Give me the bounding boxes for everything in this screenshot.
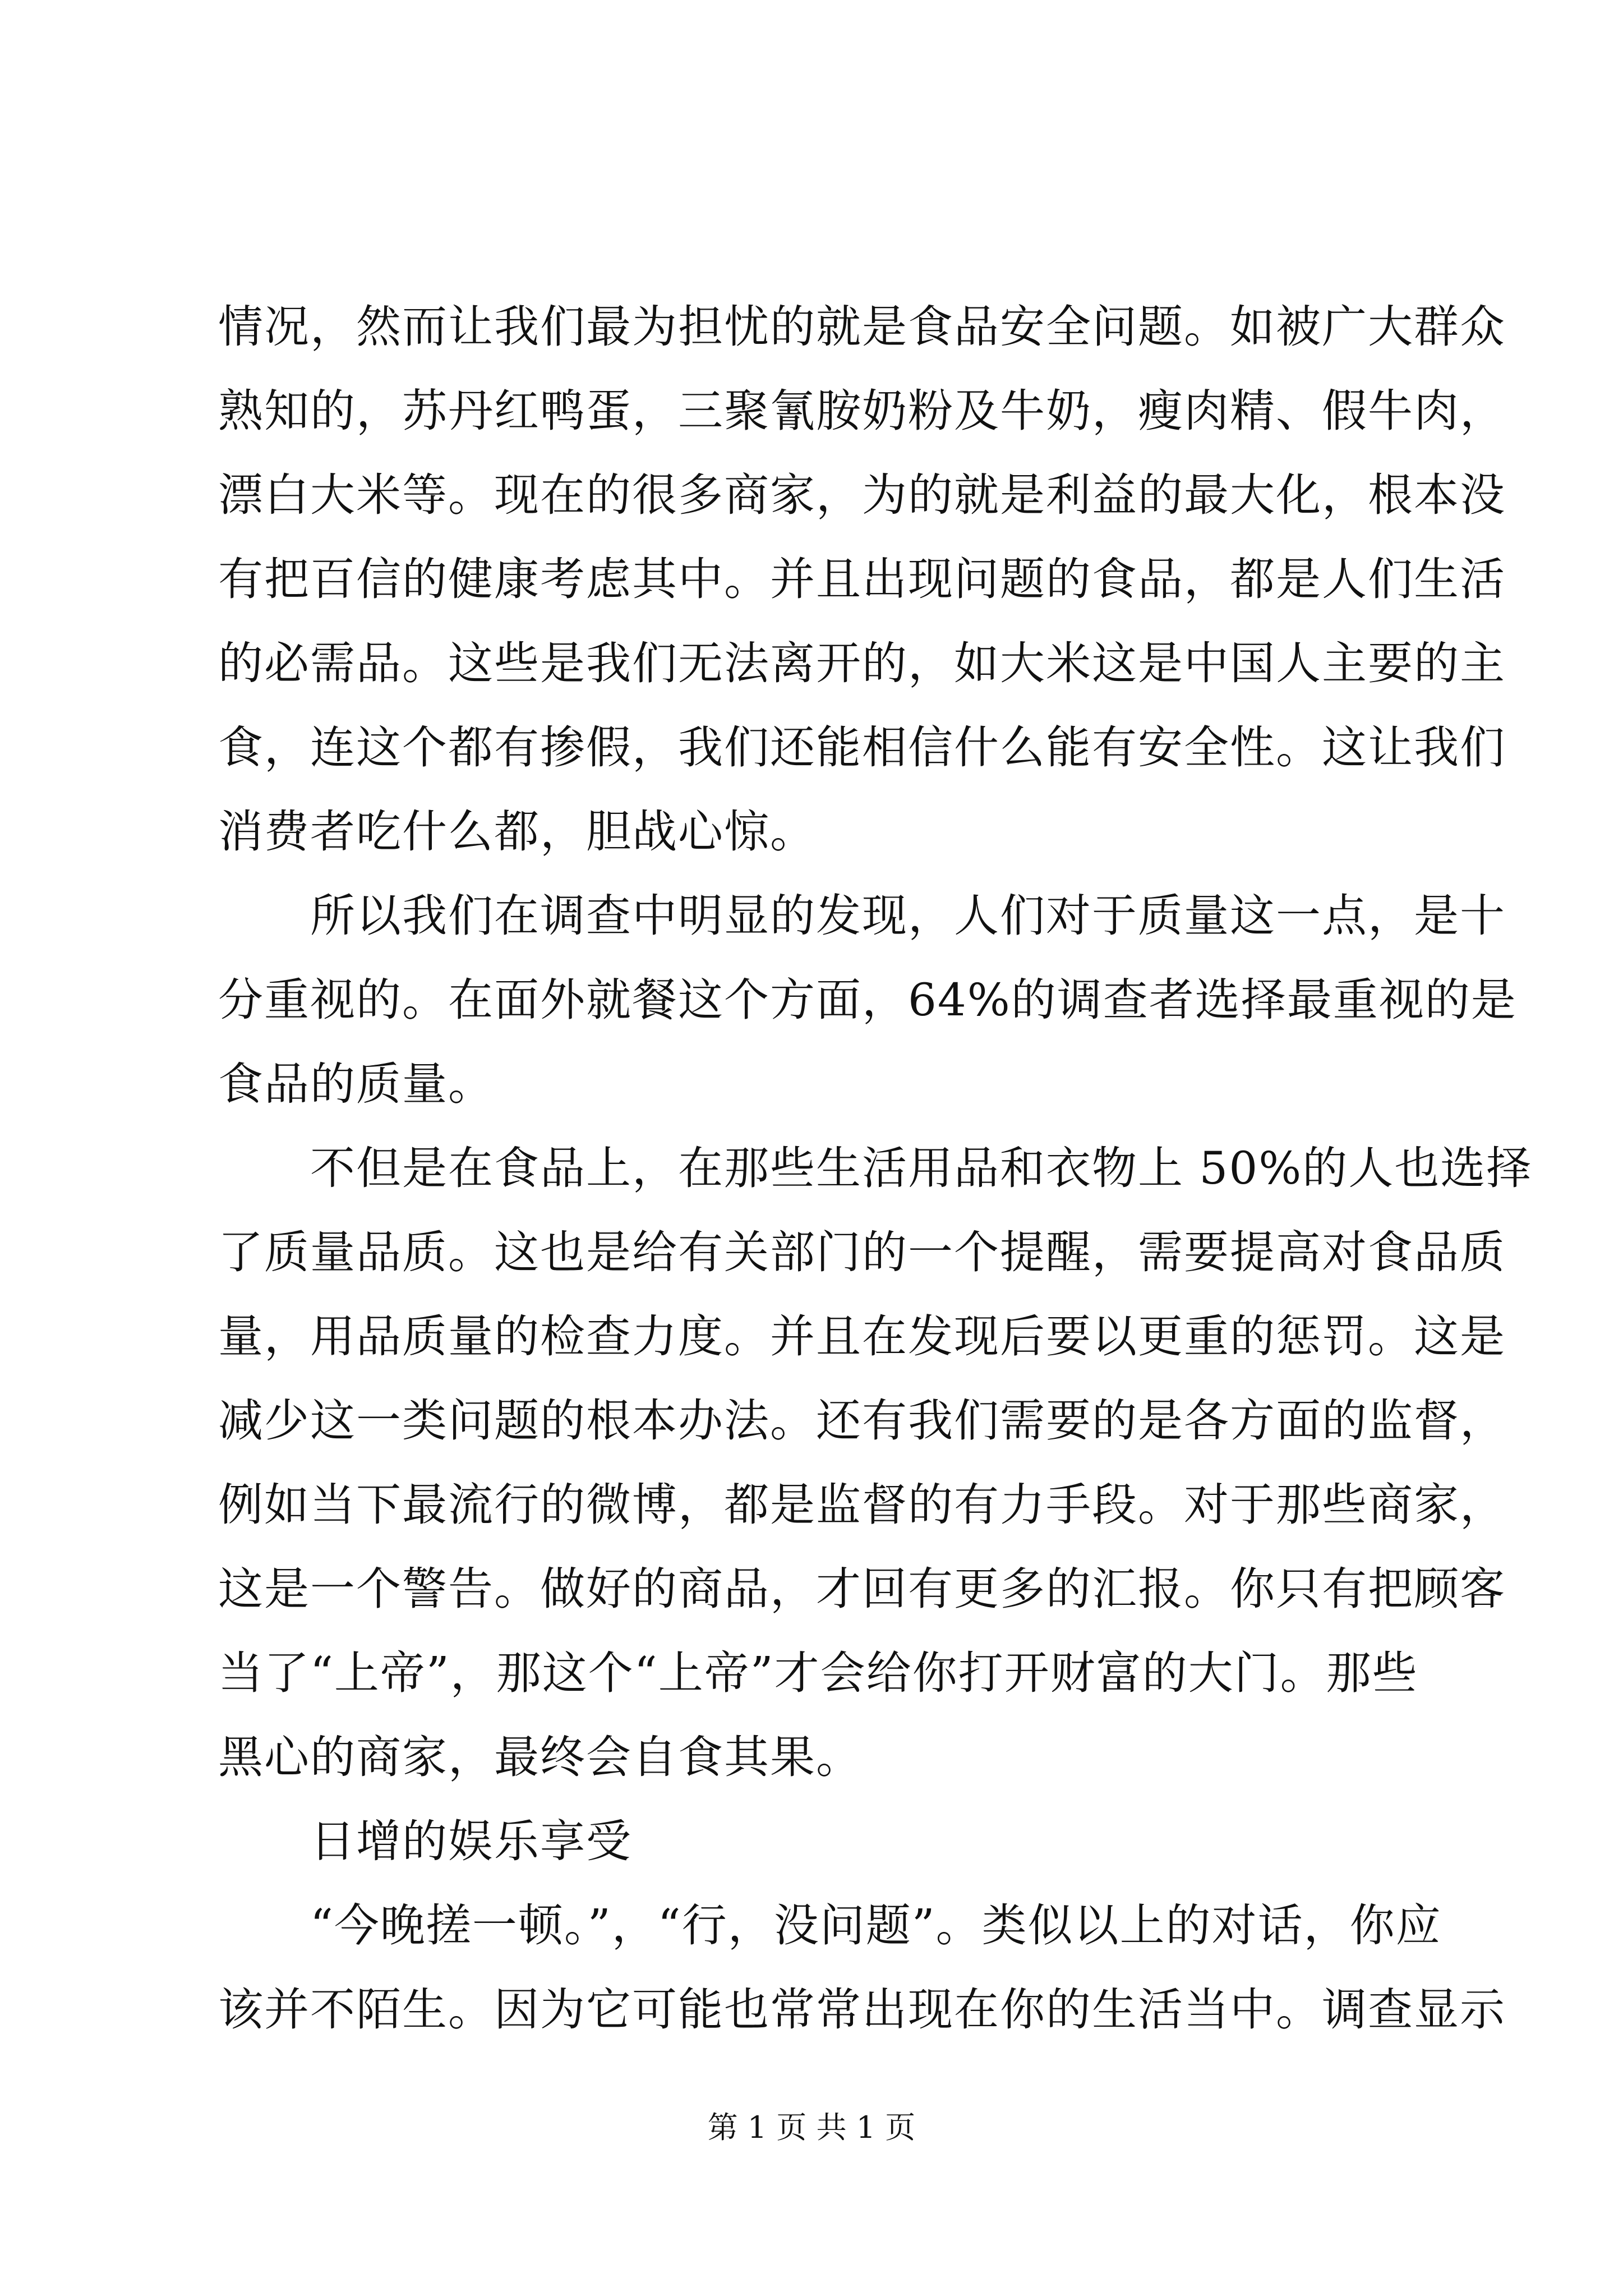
text-line: 当了“上帝”，那这个“上帝”才会给你打开财富的大门。那些	[218, 1647, 1418, 1699]
paragraph-first-line: 所以我们在调查中明显的发现，人们对于质量这一点，是十	[310, 890, 1506, 942]
document-body	[218, 297, 1533, 2064]
text-line: 漂白大米等。现在的很多商家，为的就是利益的最大化，根本没	[218, 469, 1506, 521]
paragraph-first-line: “今晚搓一顿。”，“行，没问题”。类似以上的对话，你应	[310, 1899, 1442, 1952]
page-footer: 第 1 页 共 1 页	[707, 2110, 916, 2145]
paragraph-first-line: 不但是在食品上，在那些生活用品和衣物上 50%的人也选择	[310, 1142, 1533, 1194]
text-line: 分重视的。在面外就餐这个方面，64%的调查者选择最重视的是	[218, 974, 1517, 1026]
text-line: 食，连这个都有掺假，我们还能相信什么能有安全性。这让我们	[218, 721, 1506, 774]
text-line: 量，用品质量的检查力度。并且在发现后要以更重的惩罚。这是	[218, 1310, 1506, 1363]
text-line: 黑心的商家，最终会自食其果。	[218, 1731, 862, 1783]
text-line: 消费者吃什么都，胆战心惊。	[218, 806, 816, 858]
text-line: 例如当下最流行的微博，都是监督的有力手段。对于那些商家，	[218, 1479, 1506, 1531]
text-line: 食品的质量。	[218, 1058, 494, 1110]
text-line: 的必需品。这些是我们无法离开的，如大米这是中国人主要的主	[218, 637, 1506, 689]
text-line: 有把百信的健康考虑其中。并且出现问题的食品，都是人们生活	[218, 553, 1506, 605]
text-line: 该并不陌生。因为它可能也常常出现在你的生活当中。调查显示	[218, 1984, 1506, 2036]
text-line: 情况，然而让我们最为担忧的就是食品安全问题。如被广大群众	[218, 301, 1506, 353]
section-heading: 日增的娱乐享受	[310, 1815, 632, 1867]
text-line: 减少这一类问题的根本办法。还有我们需要的是各方面的监督，	[218, 1395, 1506, 1447]
text-line: 熟知的，苏丹红鸭蛋，三聚氰胺奶粉及牛奶，瘦肉精、假牛肉，	[218, 385, 1506, 437]
text-line: 了质量品质。这也是给有关部门的一个提醒，需要提高对食品质	[218, 1226, 1506, 1278]
text-line: 这是一个警告。做好的商品，才回有更多的汇报。你只有把顾客	[218, 1563, 1506, 1615]
